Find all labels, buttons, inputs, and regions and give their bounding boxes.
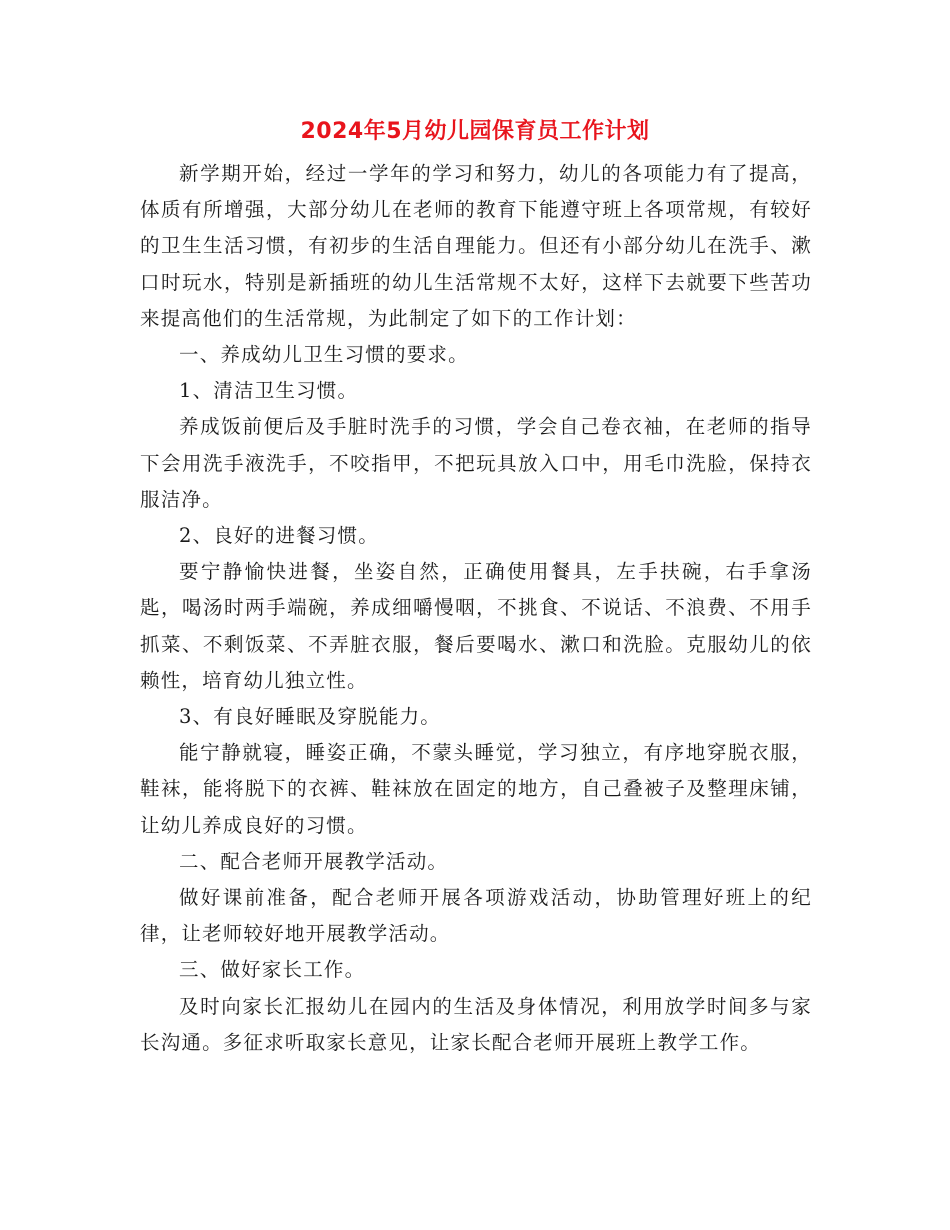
paragraph-cleanliness: 养成饭前便后及手脏时洗手的习惯，学会自己卷衣袖，在老师的指导下会用洗手液洗手，不咬指甲，不把玩具放入口中，用毛巾洗脸，保持衣服洁净。 — [140, 415, 812, 511]
subheading-eating-habits: 2、良好的进餐习惯。 — [179, 524, 379, 548]
paragraph-parent-work: 及时向家长汇报幼儿在园内的生活及身体情况，利用放学时间多与家长沟通。多征求听取家长意见，让家长配合老师开展班上教学工作。 — [140, 994, 812, 1054]
paragraph-eating-habits: 要宁静愉快进餐，坐姿自然，正确使用餐具，左手扶碗，右手拿汤匙，喝汤时两手端碗，养成细嚼慢咽，不挑食、不说话、不浪费、不用手抓菜、不剩饭菜、不弄脏衣服，餐后要喝水、漱口和洗脸。克服幼儿的依赖性，培育幼儿独立性。 — [140, 560, 812, 692]
paragraph-teaching-support: 做好课前准备，配合老师开展各项游戏活动，协助管理好班上的纪律，让老师较好地开展教学活动。 — [140, 886, 812, 946]
subheading-cleanliness: 1、清洁卫生习惯。 — [179, 379, 359, 403]
document-title: 2024年5月幼儿园保育员工作计划 — [300, 119, 650, 144]
paragraph-sleep-dressing: 能宁静就寝，睡姿正确，不蒙头睡觉，学习独立，有序地穿脱衣服，鞋袜，能将脱下的衣裤、鞋袜放在固定的地方，自己叠被子及整理床铺，让幼儿养成良好的习惯。 — [140, 741, 812, 837]
document-body — [140, 156, 812, 1061]
section-heading-parent-work: 三、做好家长工作。 — [179, 958, 366, 982]
subheading-sleep-dressing: 3、有良好睡眠及穿脱能力。 — [179, 705, 442, 729]
section-heading-hygiene-habits: 一、养成幼儿卫生习惯的要求。 — [179, 343, 469, 367]
section-heading-teaching-support: 二、配合老师开展教学活动。 — [179, 849, 449, 873]
intro-paragraph: 新学期开始，经过一学年的学习和努力，幼儿的各项能力有了提高，体质有所增强，大部分幼儿在老师的教育下能遵守班上各项常规，有较好的卫生生活习惯，有初步的生活自理能力。但还有小部分幼儿在洗手、漱口时玩水，特别是新插班的幼儿生活常规不太好，这样下去就要下些苦功来提高他们的生活常规，为此制定了如下的工作计划： — [140, 162, 812, 330]
